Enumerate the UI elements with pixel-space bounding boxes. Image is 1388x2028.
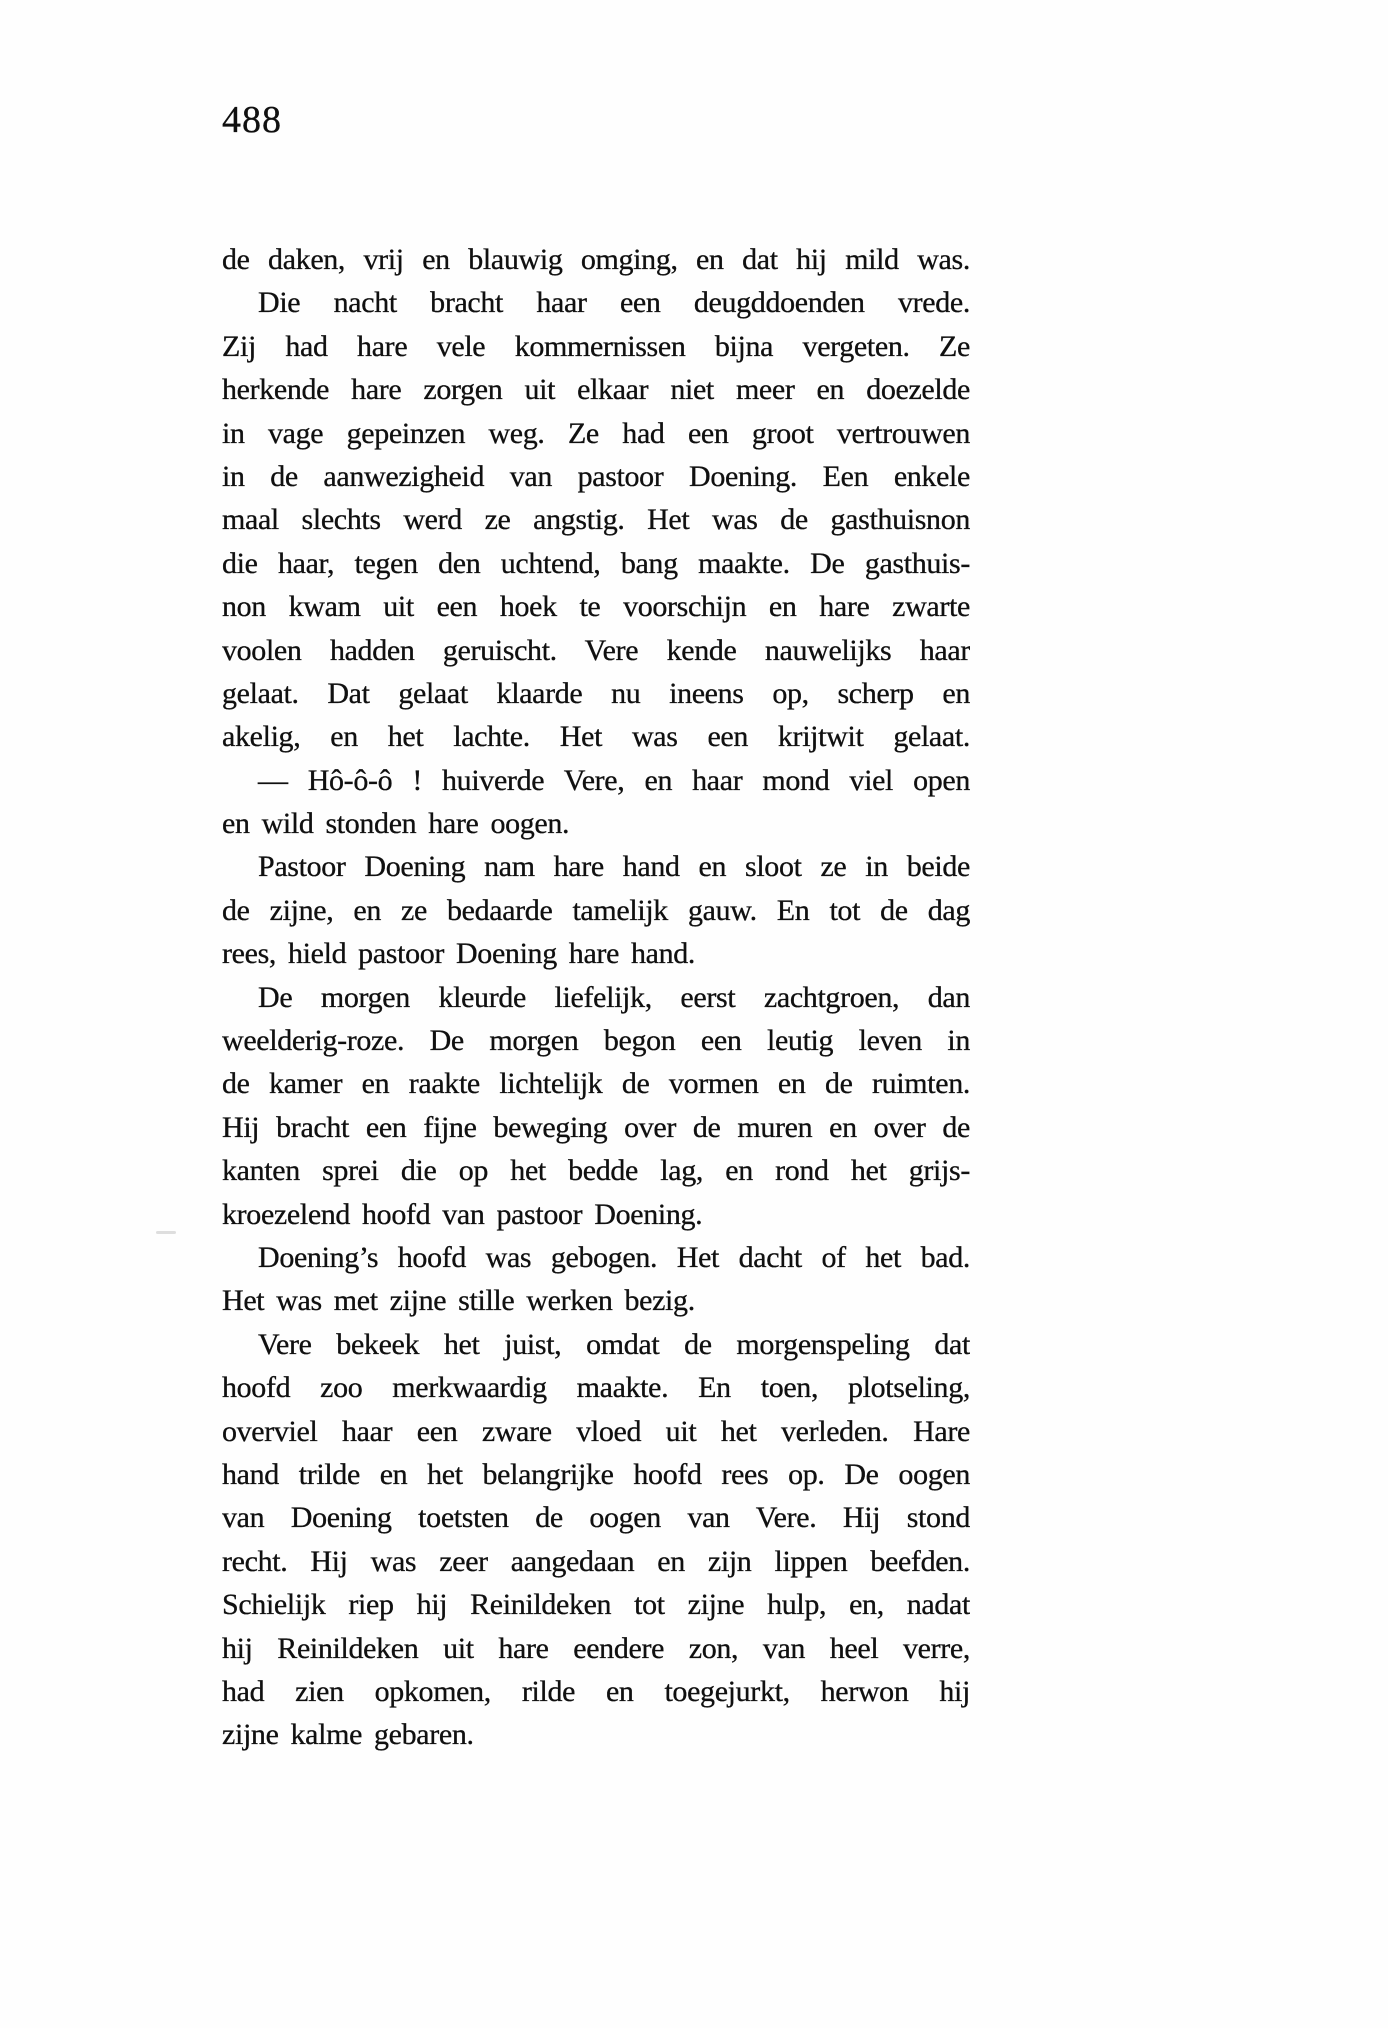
text-line: van Doening toetsten de oogen van Vere. Hij stond	[222, 1501, 970, 1535]
text-line: hoofd zoo merkwaardig maakte. En toen, plotseling,	[222, 1371, 970, 1405]
text-line: hij Reinildeken uit hare eendere zon, van heel verre,	[222, 1631, 970, 1665]
text-line: en wild stonden hare oogen.	[222, 807, 570, 841]
text-line: weelderig-roze. De morgen begon een leutig leven in	[222, 1024, 970, 1058]
text-line: Vere bekeek het juist, omdat de morgenspeling dat	[258, 1327, 970, 1361]
text-line: hand trilde en het belangrijke hoofd rees op. De oogen	[222, 1457, 970, 1491]
text-line: de kamer en raakte lichtelijk de vormen en de ruimten.	[222, 1067, 970, 1101]
text-line: akelig, en het lachte. Het was een krijtwit gelaat.	[222, 720, 970, 754]
text-line: kroezelend hoofd van pastoor Doening.	[222, 1197, 703, 1231]
text-line: rees, hield pastoor Doening hare hand.	[222, 937, 696, 971]
text-line: maal slechts werd ze angstig. Het was de gasthuisnon	[222, 503, 970, 537]
text-line: in de aanwezigheid van pastoor Doening. Een enkele	[222, 459, 970, 493]
text-line: overviel haar een zware vloed uit het verleden. Hare	[222, 1414, 970, 1448]
text-line: in vage gepeinzen weg. Ze had een groot vertrouwen	[222, 416, 970, 450]
text-line: herkende hare zorgen uit elkaar niet meer en doezelde	[222, 373, 970, 407]
scan-artifact-mark	[156, 1231, 176, 1234]
text-line: Pastoor Doening nam hare hand en sloot ze in beide	[258, 850, 970, 884]
text-line: voolen hadden geruischt. Vere kende nauwelijks haar	[222, 633, 970, 667]
text-line: de daken, vrij en blauwig omging, en dat hij mild was.	[222, 243, 970, 276]
text-line: De morgen kleurde liefelijk, eerst zachtgroen, dan	[258, 980, 970, 1014]
text-line: Doening’s hoofd was gebogen. Het dacht of het bad.	[258, 1240, 970, 1274]
page-number: 488	[222, 99, 282, 141]
text-line: had zien opkomen, rilde en toegejurkt, herwon hij	[222, 1674, 970, 1708]
text-line: — Hô-ô-ô ! huiverde Vere, en haar mond viel open	[258, 763, 970, 797]
text-line: non kwam uit een hoek te voorschijn en hare zwarte	[222, 590, 970, 624]
text-line: zijne kalme gebaren.	[222, 1718, 474, 1752]
text-line: de zijne, en ze bedaarde tamelijk gauw. En tot de dag	[222, 893, 970, 927]
text-line: gelaat. Dat gelaat klaarde nu ineens op, scherp en	[222, 676, 970, 710]
text-line: kanten sprei die op het bedde lag, en rond het grijs-	[222, 1154, 970, 1188]
text-line: Hij bracht een fijne beweging over de muren en over de	[222, 1110, 970, 1144]
text-line: Zij had hare vele kommernissen bijna vergeten. Ze	[222, 329, 970, 363]
text-line: die haar, tegen den uchtend, bang maakte. De gasthuis-	[222, 546, 970, 580]
body-text-block	[222, 238, 970, 1757]
text-line: Het was met zijne stille werken bezig.	[222, 1284, 695, 1318]
text-line: Schielijk riep hij Reinildeken tot zijne hulp, en, nadat	[222, 1588, 970, 1622]
text-line: Die nacht bracht haar een deugddoenden vrede.	[258, 286, 970, 320]
text-line: recht. Hij was zeer aangedaan en zijn lippen beefden.	[222, 1544, 970, 1578]
